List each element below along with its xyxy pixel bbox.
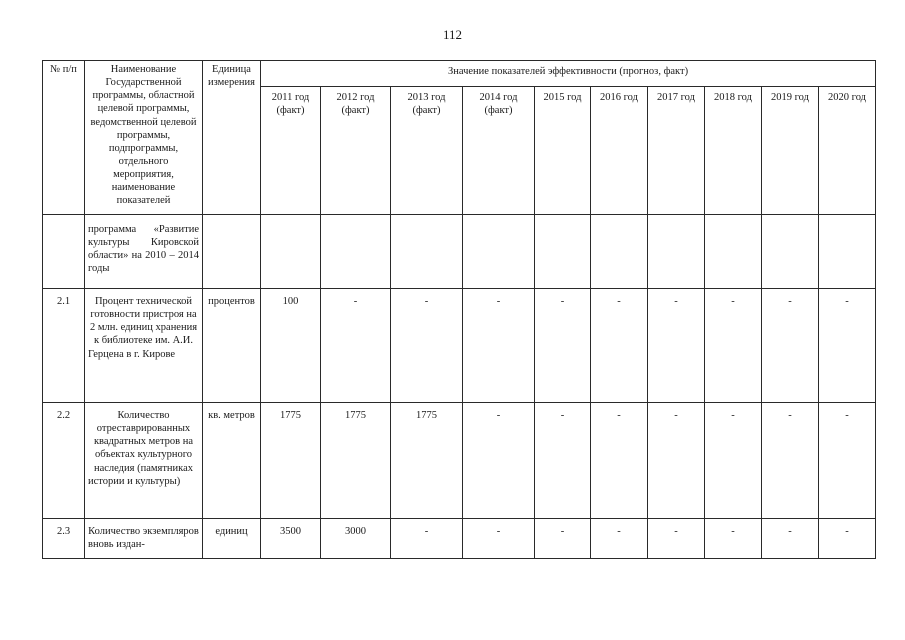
row-unit: процентов xyxy=(203,289,261,403)
row-value: - xyxy=(535,289,591,403)
row-value: - xyxy=(535,519,591,559)
row-value: - xyxy=(705,289,762,403)
row-num: 2.3 xyxy=(43,519,85,559)
header-year: 2016 год xyxy=(591,87,648,215)
row-value: - xyxy=(705,519,762,559)
row-value: 3000 xyxy=(321,519,391,559)
row-value: - xyxy=(463,403,535,519)
header-year: 2013 год (факт) xyxy=(391,87,463,215)
row-name: Процент технической готовности пристроя на 2 млн. единиц хранения к библиотеке им. А.И. Герцена в г. Кирове xyxy=(85,289,203,403)
row-value: - xyxy=(391,289,463,403)
row-value: 1775 xyxy=(321,403,391,519)
row-value: - xyxy=(762,289,819,403)
row-value: 1775 xyxy=(261,403,321,519)
row-value: - xyxy=(591,403,648,519)
header-year: 2011 год (факт) xyxy=(261,87,321,215)
row-value: - xyxy=(819,289,876,403)
page-number: 112 xyxy=(442,27,463,42)
row-value: 100 xyxy=(261,289,321,403)
table-row xyxy=(43,403,876,519)
table-row xyxy=(43,289,876,403)
row-value: - xyxy=(591,519,648,559)
row-value: - xyxy=(648,289,705,403)
table-row xyxy=(43,519,876,559)
row-value: - xyxy=(463,289,535,403)
row-value: 1775 xyxy=(391,403,463,519)
program-row xyxy=(43,215,876,289)
row-value: - xyxy=(463,519,535,559)
header-unit: Единица измерения xyxy=(203,61,261,215)
header-name: Наименование Государственной программы, областной целевой программы, ведомственной целевой программы, подпрограммы, отдельного мероприятия, наименование показателей xyxy=(85,61,203,215)
row-value: - xyxy=(762,403,819,519)
header-year: 2012 год (факт) xyxy=(321,87,391,215)
row-num: 2.1 xyxy=(43,289,85,403)
row-value: - xyxy=(535,403,591,519)
header-num: № п/п xyxy=(43,61,85,215)
row-value: - xyxy=(648,519,705,559)
row-value: - xyxy=(321,289,391,403)
program-name: программа «Развитие культуры Кировской области» на 2010 – 2014 годы xyxy=(85,215,203,289)
header-year: 2014 год (факт) xyxy=(463,87,535,215)
header-year: 2015 год xyxy=(535,87,591,215)
row-value: 3500 xyxy=(261,519,321,559)
row-unit: единиц xyxy=(203,519,261,559)
row-value: - xyxy=(591,289,648,403)
row-value: - xyxy=(819,519,876,559)
row-value: - xyxy=(391,519,463,559)
header-year: 2019 год xyxy=(762,87,819,215)
row-value: - xyxy=(819,403,876,519)
row-name: Количество экземпляров вновь издан- xyxy=(85,519,203,559)
header-group-title: Значение показателей эффективности (прогноз, факт) xyxy=(261,61,876,87)
indicators-table xyxy=(42,60,876,559)
row-value: - xyxy=(648,403,705,519)
row-unit: кв. метров xyxy=(203,403,261,519)
row-num: 2.2 xyxy=(43,403,85,519)
header-year: 2017 год xyxy=(648,87,705,215)
row-value: - xyxy=(762,519,819,559)
row-name: Количество отреставрированных квадратных метров на объектах культурного наследия (памятниках истории и культуры) xyxy=(85,403,203,519)
row-value: - xyxy=(705,403,762,519)
header-year: 2020 год xyxy=(819,87,876,215)
header-year: 2018 год xyxy=(705,87,762,215)
